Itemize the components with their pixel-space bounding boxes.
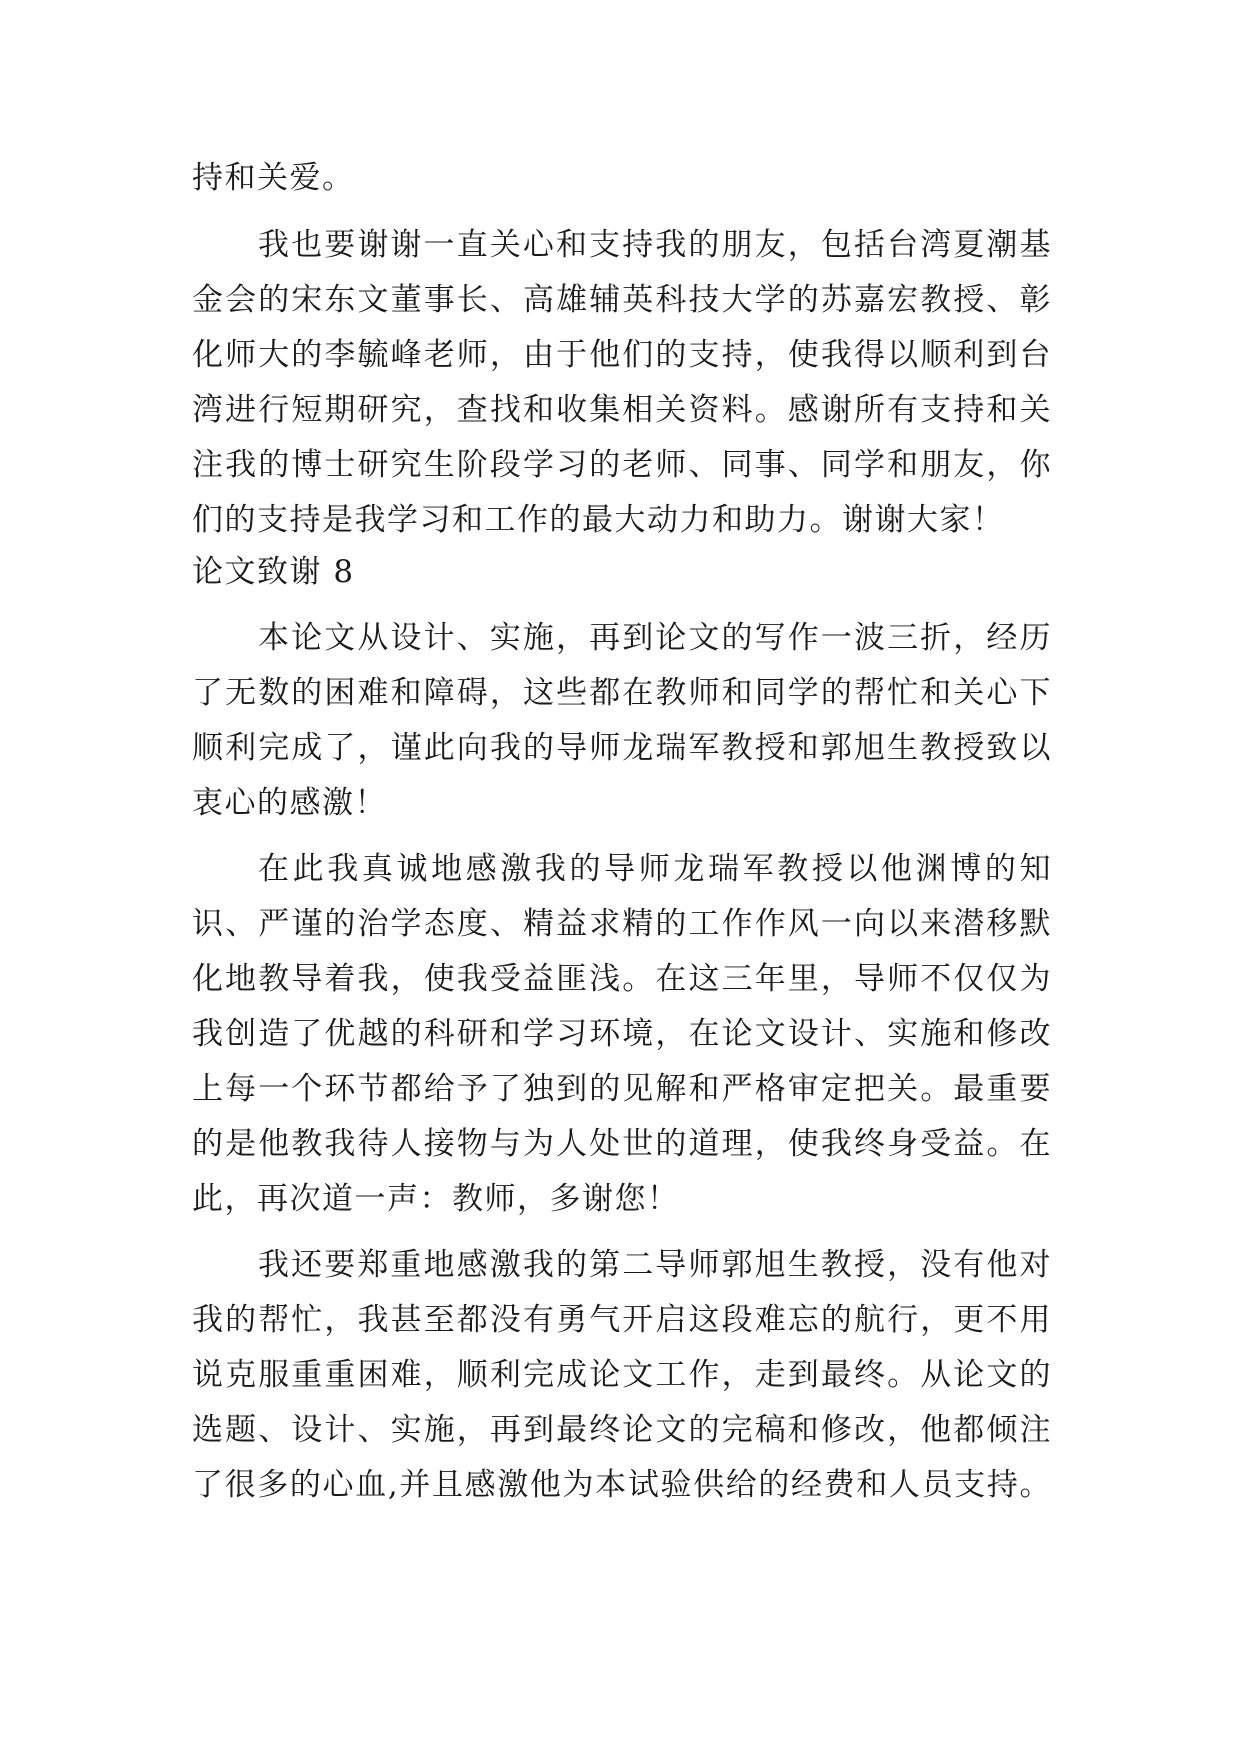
text-line: 了无数的困难和障碍，这些都在教师和同学的帮忙和关心下 — [192, 675, 1052, 711]
paragraph-first-line: 我也要谢谢一直关心和支持我的朋友，包括台湾夏潮基 — [258, 227, 1052, 263]
text-line: 注我的博士研究生阶段学习的老师、同事、同学和朋友，你 — [192, 447, 1052, 483]
paragraph-first-line: 在此我真诚地感激我的导师龙瑞军教授以他渊博的知 — [258, 851, 1052, 887]
section-heading: 论文致谢 8 — [192, 554, 355, 590]
text-line: 持和关爱。 — [192, 160, 355, 196]
text-line: 顺利完成了，谨此向我的导师龙瑞军教授和郭旭生教授致以 — [192, 730, 1052, 766]
text-line: 此，再次道一声：教师，多谢您！ — [192, 1181, 680, 1217]
text-line: 衷心的感激！ — [192, 785, 387, 821]
text-line: 我的帮忙，我甚至都没有勇气开启这段难忘的航行，更不用 — [192, 1302, 1052, 1338]
text-line: 上每一个环节都给予了独到的见解和严格审定把关。最重要 — [192, 1071, 1052, 1107]
text-line: 湾进行短期研究，查找和收集相关资料。感谢所有支持和关 — [192, 392, 1052, 428]
text-line: 化师大的李毓峰老师，由于他们的支持，使我得以顺利到台 — [192, 337, 1052, 373]
text-line: 识、严谨的治学态度、精益求精的工作作风一向以来潜移默 — [192, 906, 1052, 942]
text-line: 了很多的心血,并且感激他为本试验供给的经费和人员支持。 — [192, 1467, 1052, 1503]
text-line: 选题、设计、实施，再到最终论文的完稿和修改，他都倾注 — [192, 1412, 1052, 1448]
text-line: 化地教导着我，使我受益匪浅。在这三年里，导师不仅仅为 — [192, 961, 1052, 997]
text-line: 我创造了优越的科研和学习环境，在论文设计、实施和修改 — [192, 1016, 1052, 1052]
text-line: 们的支持是我学习和工作的最大动力和助力。谢谢大家！ — [192, 502, 1005, 538]
text-line: 金会的宋东文董事长、高雄辅英科技大学的苏嘉宏教授、彰 — [192, 282, 1052, 318]
text-line: 说克服重重困难，顺利完成论文工作，走到最终。从论文的 — [192, 1357, 1052, 1393]
paragraph-first-line: 我还要郑重地感激我的第二导师郭旭生教授，没有他对 — [258, 1247, 1052, 1283]
paragraph-first-line: 本论文从设计、实施，再到论文的写作一波三折，经历 — [258, 620, 1052, 656]
text-line: 的是他教我待人接物与为人处世的道理，使我终身受益。在 — [192, 1126, 1052, 1162]
